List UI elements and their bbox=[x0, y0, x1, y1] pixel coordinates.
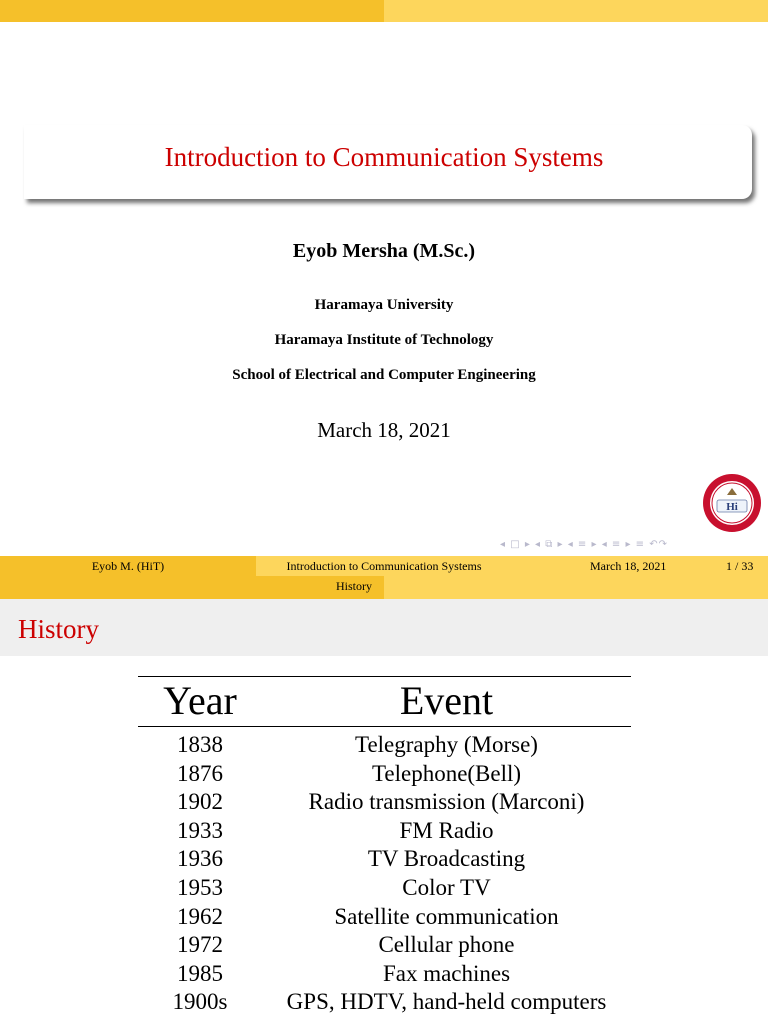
frame-title-bar bbox=[0, 599, 768, 656]
cell-year: 1953 bbox=[177, 874, 223, 900]
cell-event: Cellular phone bbox=[378, 932, 515, 958]
beamer-navigation-controls[interactable]: ◂ □ ▸ ◂ ⧉ ▸ ◂ ≡ ▸ ◂ ≡ ▸ ≡ ↶↷ bbox=[500, 539, 668, 550]
cell-event: FM Radio bbox=[399, 817, 494, 843]
table-header-row bbox=[138, 677, 631, 727]
cell-year: 1902 bbox=[177, 789, 223, 815]
cell-event: Satellite communication bbox=[334, 903, 559, 929]
table-row bbox=[138, 903, 631, 932]
table-row bbox=[138, 931, 631, 960]
history-table bbox=[138, 676, 631, 1017]
section-name[interactable]: History bbox=[336, 579, 372, 593]
cell-event: Telephone(Bell) bbox=[371, 760, 522, 786]
table-row bbox=[138, 845, 631, 874]
institution-school: School of Electrical and Computer Engineering bbox=[232, 367, 536, 383]
table-row bbox=[138, 874, 631, 903]
frame-title: History bbox=[18, 614, 99, 644]
cell-year: 1985 bbox=[177, 960, 223, 986]
cell-year: 1936 bbox=[177, 846, 223, 872]
header-bar-left bbox=[0, 0, 384, 22]
cell-year: 1900s bbox=[172, 989, 228, 1015]
cell-year: 1962 bbox=[177, 903, 223, 929]
cell-year: 1933 bbox=[177, 817, 223, 843]
cell-event: TV Broadcasting bbox=[367, 846, 526, 872]
table-row bbox=[138, 788, 631, 817]
footer-date: March 18, 2021 bbox=[590, 559, 667, 573]
table-row bbox=[138, 817, 631, 846]
footer-author: Eyob M. (HiT) bbox=[91, 559, 165, 573]
university-logo bbox=[702, 473, 762, 533]
table-row bbox=[138, 727, 631, 760]
header-year: Year bbox=[138, 677, 262, 727]
cell-event: GPS, HDTV, hand-held computers bbox=[286, 989, 607, 1015]
presentation-date: March 18, 2021 bbox=[317, 418, 451, 442]
table-row bbox=[138, 960, 631, 989]
institution-university: Haramaya University bbox=[314, 297, 454, 313]
footer-page-number: 1 / 33 bbox=[726, 559, 754, 573]
author-name: Eyob Mersha (M.Sc.) bbox=[292, 240, 476, 262]
cell-event: Telegraphy (Morse) bbox=[355, 732, 538, 757]
table-row bbox=[138, 760, 631, 789]
cell-event: Color TV bbox=[402, 874, 491, 900]
footer-title: Introduction to Communication Systems bbox=[286, 559, 482, 573]
cell-event: Fax machines bbox=[382, 960, 511, 986]
cell-year: 1876 bbox=[177, 760, 223, 786]
logo-text: Hi bbox=[726, 501, 738, 513]
cell-year: 1838 bbox=[177, 732, 223, 757]
presentation-title: Introduction to Communication Systems bbox=[164, 142, 604, 172]
institution-institute: Haramaya Institute of Technology bbox=[274, 332, 494, 348]
cell-event: Radio transmission (Marconi) bbox=[308, 789, 585, 815]
header-bar-right bbox=[384, 0, 768, 22]
header-event: Event bbox=[262, 677, 631, 727]
table-row bbox=[138, 988, 631, 1017]
cell-year: 1972 bbox=[177, 932, 223, 958]
